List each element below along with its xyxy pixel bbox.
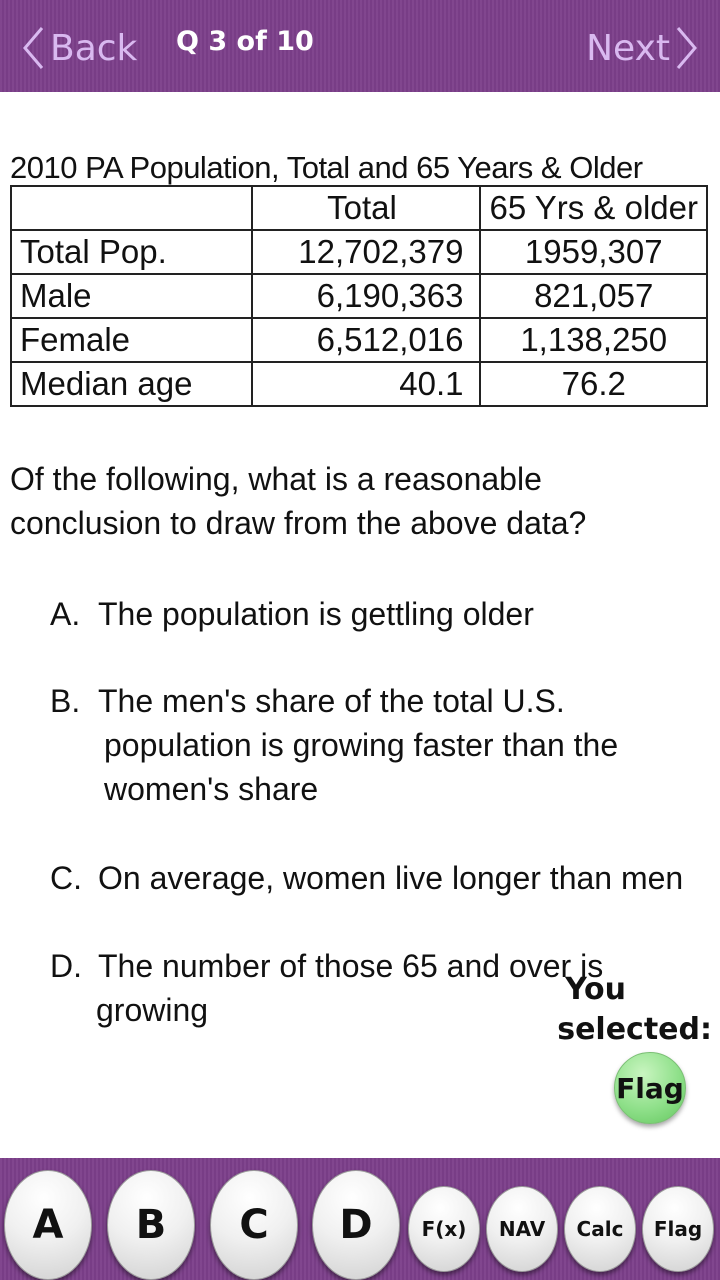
next-label: Next	[586, 27, 670, 69]
calc-button[interactable]: Calc	[564, 1186, 636, 1272]
table-cell: 821,057	[480, 274, 707, 318]
table-cell: 40.1	[252, 362, 481, 406]
question-counter: Q 3 of 10	[176, 26, 314, 57]
choice-text: The population is gettling older	[98, 596, 534, 632]
table-cell: Male	[11, 274, 252, 318]
table-cell: Total Pop.	[11, 230, 252, 274]
choice-text: On average, women live longer than men	[98, 860, 684, 896]
choice-a[interactable]	[50, 592, 710, 636]
choice-text: The men's share of the total U.S.	[98, 683, 565, 719]
table-cell: 6,512,016	[252, 318, 481, 362]
chevron-left-icon	[22, 26, 44, 70]
answer-d-button[interactable]: D	[312, 1170, 400, 1280]
back-label: Back	[50, 27, 138, 69]
top-bar	[0, 0, 720, 93]
table-row	[11, 274, 707, 318]
table-cell: Median age	[11, 362, 252, 406]
table-caption: 2010 PA Population, Total and 65 Years & Older	[10, 150, 643, 185]
answer-b-button[interactable]: B	[107, 1170, 195, 1280]
question-text: Of the following, what is a reasonable conclusion to draw from the above data?	[10, 461, 587, 541]
table-cell: 1959,307	[480, 230, 707, 274]
you-selected-line2: selected:	[557, 1012, 712, 1047]
choice-letter: C.	[50, 860, 82, 896]
choice-text-continued: population is growing faster than the women's share	[104, 727, 619, 807]
flag-button[interactable]: Flag	[642, 1186, 714, 1272]
choice-b[interactable]	[50, 679, 710, 811]
table-header-cell: Total	[252, 186, 481, 230]
you-selected-line1: You	[565, 972, 626, 1007]
choice-letter: D.	[50, 948, 82, 984]
choice-letter: A.	[50, 596, 81, 632]
selected-answer-badge: Flag	[614, 1052, 686, 1124]
choice-c[interactable]	[50, 856, 710, 900]
answer-c-button[interactable]: C	[210, 1170, 298, 1280]
choice-text-continued: growing	[96, 992, 209, 1028]
choice-text: The number of those 65 and over is	[98, 948, 604, 984]
back-button[interactable]	[22, 24, 137, 72]
chevron-right-icon	[676, 26, 698, 70]
formula-button[interactable]: F(x)	[408, 1186, 480, 1272]
table-cell: 1,138,250	[480, 318, 707, 362]
population-table	[10, 185, 708, 407]
table-row	[11, 318, 707, 362]
choice-letter: B.	[50, 683, 81, 719]
table-cell: 76.2	[480, 362, 707, 406]
table-header-cell	[11, 186, 252, 230]
table-row	[11, 230, 707, 274]
table-cell: 12,702,379	[252, 230, 481, 274]
table-header-cell: 65 Yrs & older	[480, 186, 707, 230]
table-cell: Female	[11, 318, 252, 362]
you-selected-label	[557, 970, 712, 1050]
next-button[interactable]	[586, 24, 698, 72]
answer-a-button[interactable]: A	[4, 1170, 92, 1280]
table-header-row	[11, 186, 707, 230]
nav-button[interactable]: NAV	[486, 1186, 558, 1272]
table-cell: 6,190,363	[252, 274, 481, 318]
table-row	[11, 362, 707, 406]
question-content	[0, 92, 720, 1158]
